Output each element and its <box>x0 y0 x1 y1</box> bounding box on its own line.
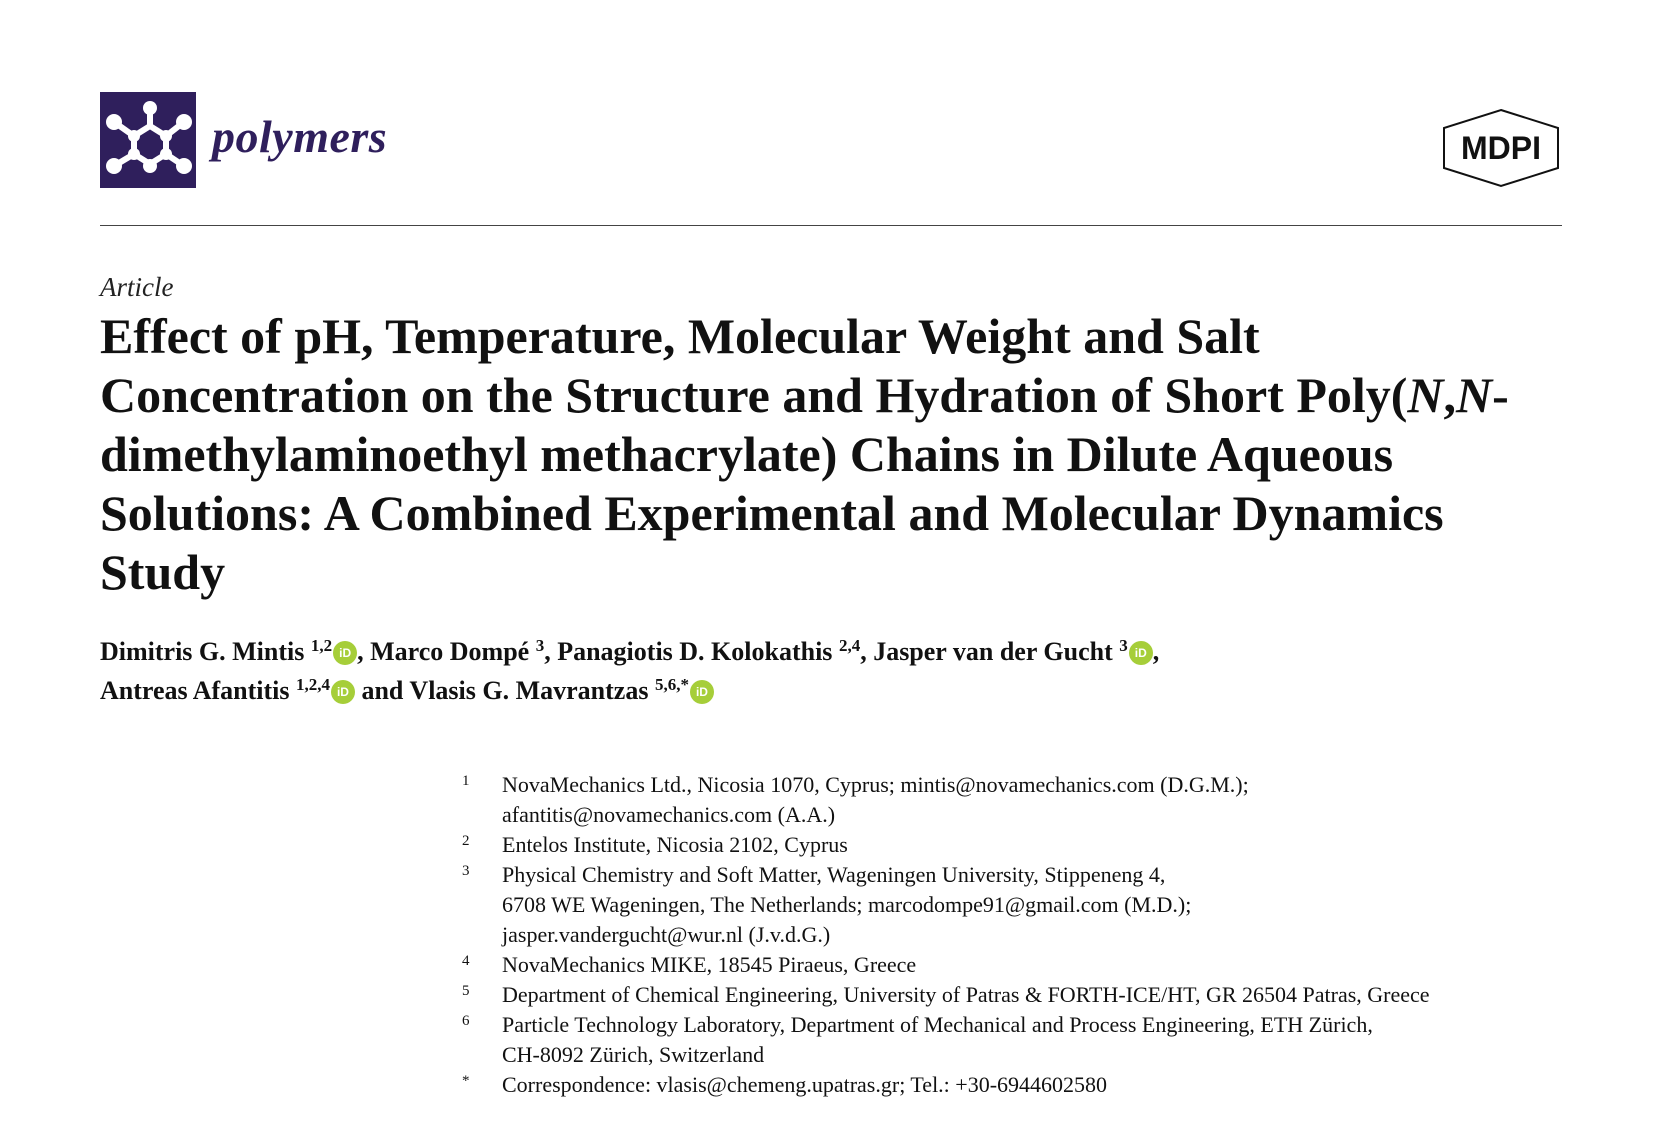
affiliation-text: NovaMechanics MIKE, 18545 Piraeus, Greece <box>502 952 917 977</box>
author-separator: , <box>357 637 371 666</box>
author-affil-sup: 1,2,4 <box>295 675 330 694</box>
affiliation-item <box>462 860 1612 950</box>
title-part-2: -dimethylaminoethyl methacrylate) Chains in Dilute Aqueous Solutions: A Combined Experimental and Molecular Dynamics Study <box>100 367 1509 600</box>
article-type: Article <box>100 272 174 302</box>
author-list <box>100 632 1580 710</box>
affiliation-number: 6 <box>462 1013 470 1029</box>
author <box>557 637 860 666</box>
author-separator: , <box>860 637 874 666</box>
author <box>409 676 714 705</box>
author <box>873 637 1153 666</box>
orcid-icon[interactable]: iD <box>1129 641 1153 665</box>
affiliation-item <box>462 980 1612 1010</box>
affiliation-number: 5 <box>462 983 470 999</box>
author-affil-sup: 3 <box>535 636 545 655</box>
author-affil-sup: 5,6,* <box>654 675 689 694</box>
author-name: Jasper van der Gucht <box>873 637 1113 666</box>
author-affil-sup: 3 <box>1119 636 1128 655</box>
author-name: Vlasis G. Mavrantzas <box>409 676 649 705</box>
author-affil-sup: 2,4 <box>838 636 861 655</box>
affiliation-text: Correspondence: vlasis@chemeng.upatras.gr; Tel.: +30-6944602580 <box>502 1072 1108 1097</box>
article-title <box>100 307 1570 602</box>
author-affil-sup: 1,2 <box>310 636 333 655</box>
affiliation-text: NovaMechanics Ltd., Nicosia 1070, Cyprus; mintis@novamechanics.com (D.G.M.); afantitis@novamechanics.com (A.A.) <box>502 772 1249 827</box>
affiliation-text: Entelos Institute, Nicosia 2102, Cyprus <box>502 832 848 857</box>
header-divider <box>100 225 1562 226</box>
affiliations-list <box>462 770 1612 1100</box>
affiliation-item <box>462 950 1612 980</box>
author <box>100 676 355 705</box>
author-separator: , <box>544 637 558 666</box>
affiliation-item <box>462 830 1612 860</box>
affiliation-text: Physical Chemistry and Soft Matter, Wageningen University, Stippeneng 4, 6708 WE Wageningen, The Netherlands; marcodompe91@gmail.com (M.D.); jasper.vandergucht@wur.nl (J.v.d.G.) <box>502 862 1192 947</box>
affiliation-item <box>462 770 1612 830</box>
journal-name: polymers <box>212 111 388 162</box>
title-italic-n-2: N <box>1456 367 1493 423</box>
author <box>370 637 544 666</box>
author <box>100 637 357 666</box>
author-separator: , <box>1152 637 1160 666</box>
affiliation-number: 3 <box>462 863 470 879</box>
author-name: Antreas Afantitis <box>100 676 290 705</box>
orcid-icon[interactable]: iD <box>331 680 355 704</box>
author-name: Marco Dompé <box>370 637 530 666</box>
affiliation-item <box>462 1070 1612 1100</box>
title-italic-n-1: N <box>1407 367 1444 423</box>
polymers-molecule-icon <box>100 92 196 188</box>
orcid-icon[interactable]: iD <box>333 641 357 665</box>
affiliation-text: Particle Technology Laboratory, Department of Mechanical and Process Engineering, ETH Zürich, CH-8092 Zürich, Switzerland <box>502 1012 1373 1067</box>
affiliation-number: 4 <box>462 953 470 969</box>
affiliation-item <box>462 1010 1612 1070</box>
mdpi-hexagon-logo <box>1440 108 1562 188</box>
journal-header <box>100 92 1562 188</box>
author-separator: and <box>354 676 410 705</box>
affiliation-number: * <box>462 1073 470 1089</box>
affiliation-number: 1 <box>462 773 470 789</box>
affiliation-text: Department of Chemical Engineering, University of Patras & FORTH-ICE/HT, GR 26504 Patras, Greece <box>502 982 1430 1007</box>
author-name: Dimitris G. Mintis <box>100 637 305 666</box>
mdpi-logo-text: MDPI <box>1461 130 1541 166</box>
orcid-icon[interactable]: iD <box>690 680 714 704</box>
title-part-1: Effect of pH, Temperature, Molecular Weight and Salt Concentration on the Structure and Hydration of Short Poly( <box>100 308 1408 423</box>
author-name: Panagiotis D. Kolokathis <box>557 637 833 666</box>
affiliation-number: 2 <box>462 833 470 849</box>
title-comma: , <box>1443 367 1457 423</box>
